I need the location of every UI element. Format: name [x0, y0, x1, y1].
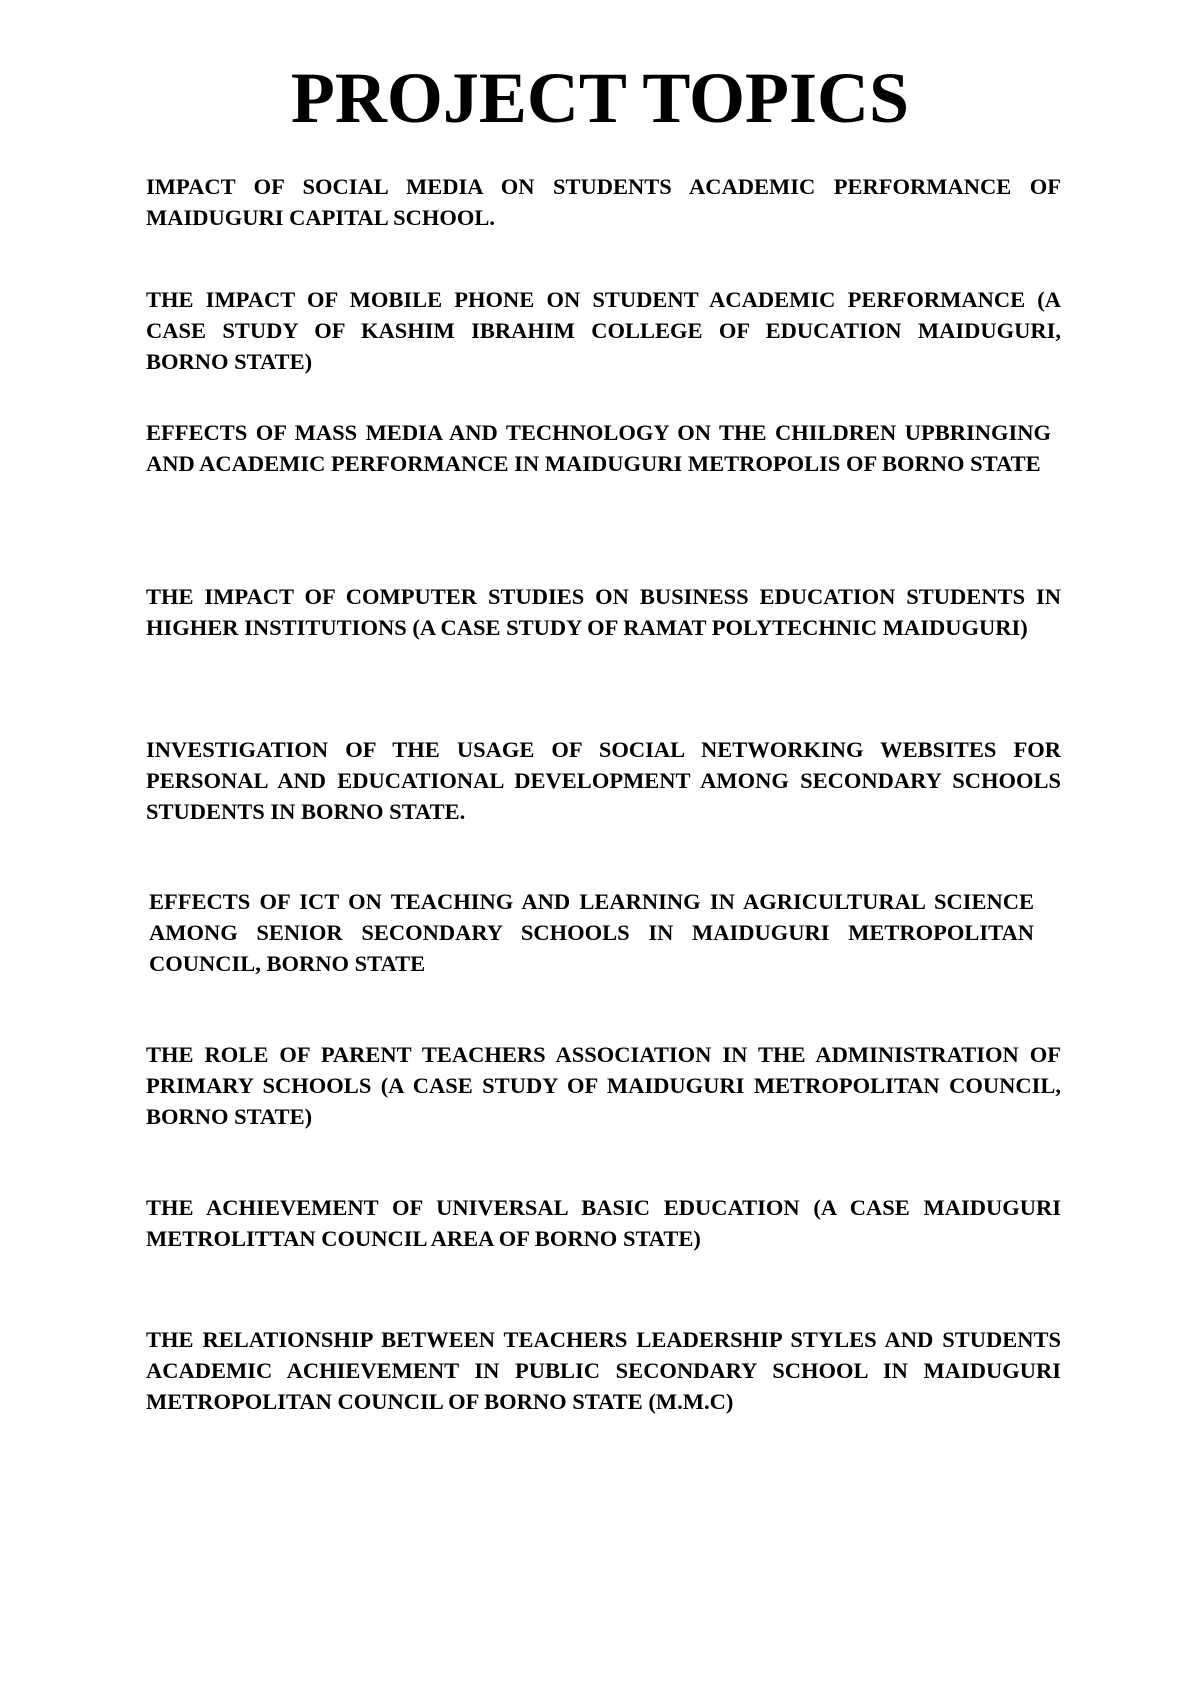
page-title: PROJECT TOPICS	[290, 58, 910, 138]
topic-item: INVESTIGATION OF THE USAGE OF SOCIAL NETWORKING WEBSITES FOR PERSONAL AND EDUCATIONAL DEVELOPMENT AMONG SECONDARY SCHOOLS STUDENTS IN BORNO STATE.	[146, 737, 1061, 824]
topic-item: THE ACHIEVEMENT OF UNIVERSAL BASIC EDUCATION (A CASE MAIDUGURI METROLITTAN COUNCIL AREA OF BORNO STATE)	[146, 1195, 1061, 1251]
topic-item: EFFECTS OF MASS MEDIA AND TECHNOLOGY ON THE CHILDREN UPBRINGING AND ACADEMIC PERFORMANCE IN MAIDUGURI METROPOLIS OF BORNO STATE	[146, 420, 1051, 476]
topic-item: THE RELATIONSHIP BETWEEN TEACHERS LEADERSHIP STYLES AND STUDENTS ACADEMIC ACHIEVEMENT IN PUBLIC SECONDARY SCHOOL IN MAIDUGURI METROPOLITAN COUNCIL OF BORNO STATE (M.M.C)	[146, 1327, 1061, 1414]
topic-item: THE ROLE OF PARENT TEACHERS ASSOCIATION IN THE ADMINISTRATION OF PRIMARY SCHOOLS (A CASE STUDY OF MAIDUGURI METROPOLITAN COUNCIL, BORNO STATE)	[146, 1042, 1061, 1129]
topic-item: THE IMPACT OF COMPUTER STUDIES ON BUSINESS EDUCATION STUDENTS IN HIGHER INSTITUTIONS (A CASE STUDY OF RAMAT POLYTECHNIC MAIDUGURI)	[146, 584, 1061, 640]
topic-item: IMPACT OF SOCIAL MEDIA ON STUDENTS ACADEMIC PERFORMANCE OF MAIDUGURI CAPITAL SCHOOL.	[146, 174, 1061, 230]
topic-item: THE IMPACT OF MOBILE PHONE ON STUDENT ACADEMIC PERFORMANCE (A CASE STUDY OF KASHIM IBRAHIM COLLEGE OF EDUCATION MAIDUGURI, BORNO STATE)	[146, 287, 1061, 374]
topic-item: EFFECTS OF ICT ON TEACHING AND LEARNING IN AGRICULTURAL SCIENCE AMONG SENIOR SECONDARY SCHOOLS IN MAIDUGURI METROPOLITAN COUNCIL, BORNO STATE	[149, 889, 1034, 976]
